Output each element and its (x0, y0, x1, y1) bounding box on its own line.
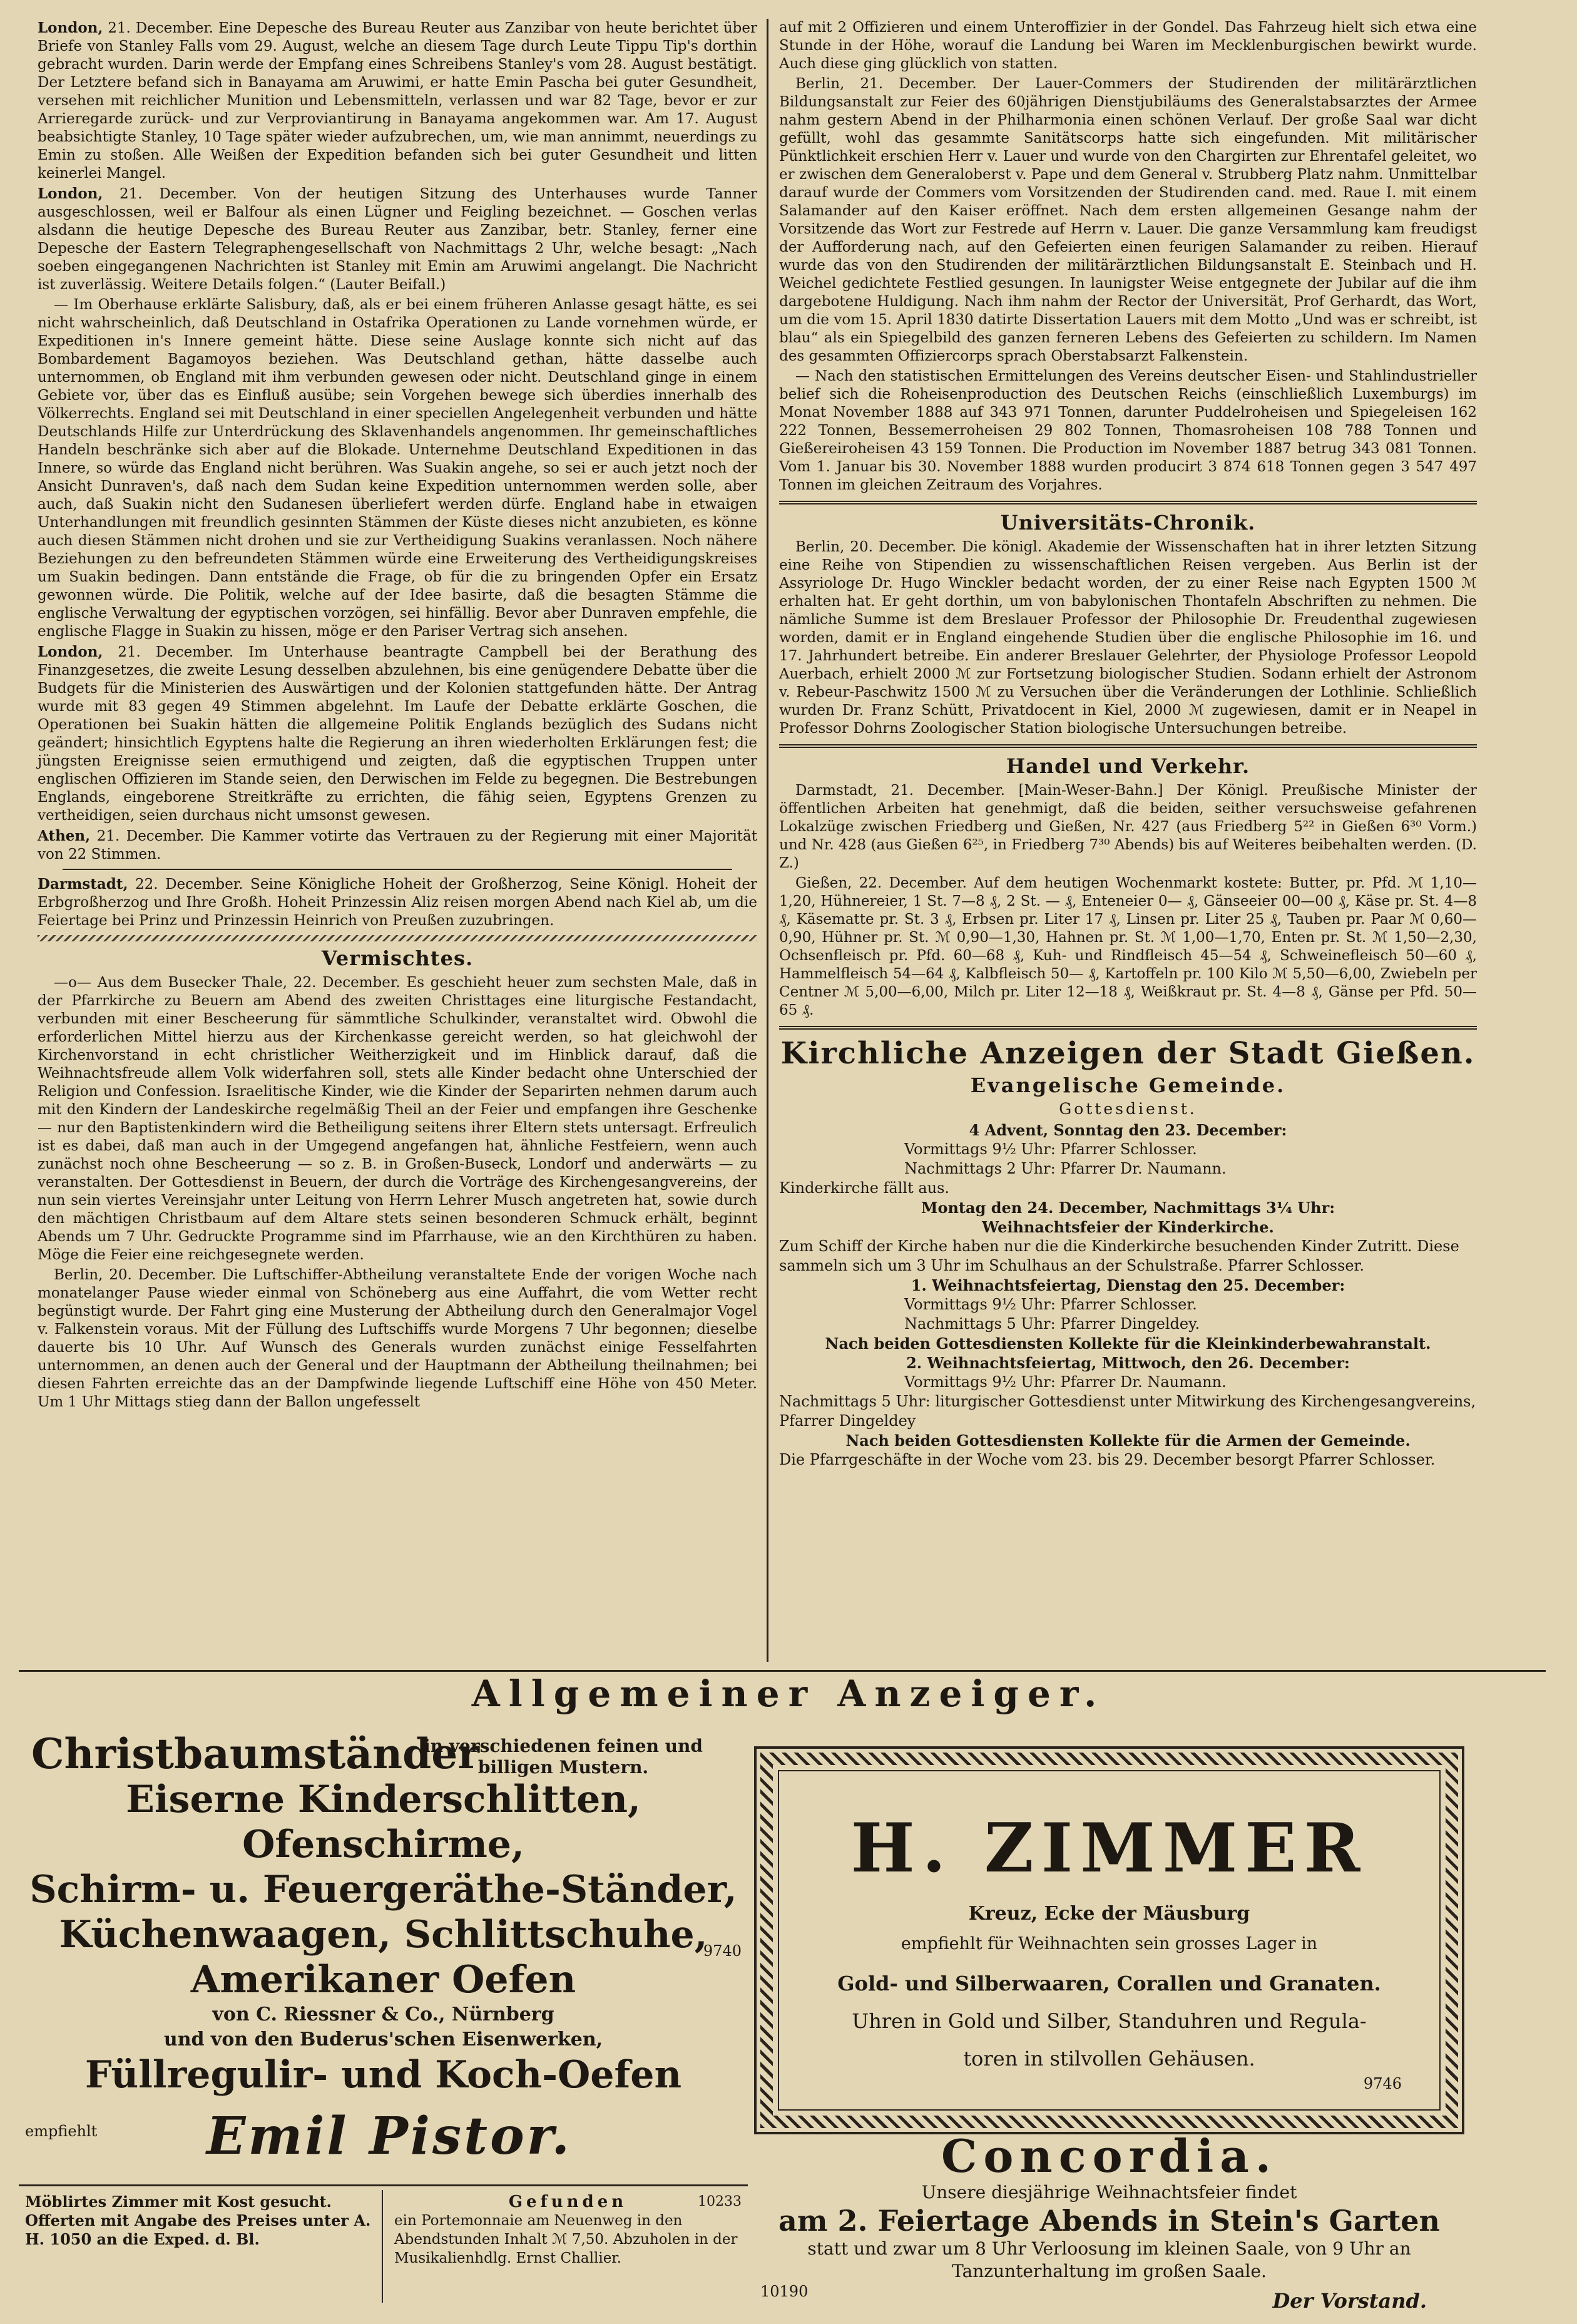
separator (779, 744, 1477, 748)
church-subtitle: Evangelische Gemeinde. (970, 1073, 1286, 1097)
church-line: 1. Weihnachtsfeiertag, Dienstag den 25. December: (911, 1276, 1345, 1294)
ad-line: Füllregulir- und Koch-Oefen (84, 2053, 682, 2097)
church-line: Zum Schiff der Kirche haben nur die die Kinderkirche besuchenden Kinder Zutritt. Diese sammeln sich um 3 Uhr im Schulhaus an der Schulstraße. Pfarrer Schlosser. (779, 1237, 1459, 1274)
ad-line: Amerikaner Oefen (190, 1958, 576, 2002)
separator (779, 501, 1477, 504)
ad-zimmer-gesucht: Möblirtes Zimmer mit Kost gesucht. Offerten mit Angabe des Preises unter A. H. 1050 an die Exped. d. Bl. (25, 2193, 371, 2248)
ad-advertiser-name: H. ZIMMER (850, 1809, 1368, 1888)
section-title-vermischtes: Vermischtes. (321, 946, 474, 970)
ad-advertiser-name: Emil Pistor. (207, 2106, 572, 2166)
church-line: Nachmittags 2 Uhr: Pfarrer Dr. Naumann. (904, 1160, 1227, 1177)
ad-empfiehlt: empfiehlt (25, 2122, 98, 2140)
right-column (779, 19, 1477, 1470)
news-item: Berlin, 20. December. Die Luftschiffer-Abtheilung veranstaltete Ende der vorigen Woche nach monatelanger Pause wieder einmal von Schöneberg aus eine Auffahrt, die vom Wetter recht begünstigt wurde. Der Fahrt ging eine Musterung der Abtheilung durch den Generalmajor Vogel v. Falkenstein voraus. Mit der Füllung des Luftschiffs wurde Morgens 7 Uhr begonnen; dieselbe dauerte bis 10 Uhr. Auf Wunsch des Generals wurden zunächst einige Fesselfahrten unternommen, an denen auch der General und der Hauptmann der Abtheilung theilnahmen; bei diesen Fahrten erreichte das an der Dampfwinde liegende Luftschiff eine Höhe von 450 Meter. Um 1 Uhr Mittags stieg dann der Ballon ungefesselt (38, 1267, 757, 1410)
anzeiger-title: Allgemeiner Anzeiger. (471, 1672, 1106, 1715)
ad-line: Christbaumständer (31, 1729, 480, 1778)
church-notices (779, 1036, 1477, 1470)
news-item: Darmstadt, 21. December. [Main-Weser-Bahn.] Der Königl. Preußische Minister der öffentlichen Arbeiten hat genehmigt, daß die beiden, seither versuchsweise gefahrenen Lokalzüge zwischen Friedberg und Gießen, Nr. 427 (aus Friedberg 5²² in Gießen 6³⁰ Vorm.) und Nr. 428 (aus Gießen 6²⁵, in Friedberg 7³⁰ Abends) bis auf Weiteres beibehalten werden. (D. Z.) (779, 782, 1477, 871)
ad-line: Unsere diesjährige Weihnachtsfeier findet (921, 2182, 1297, 2203)
church-title: Kirchliche Anzeigen der Stadt Gießen. (780, 1036, 1476, 1071)
separator (63, 869, 732, 870)
ad-number: 10233 (698, 2194, 742, 2209)
church-line: Nachmittags 5 Uhr: liturgischer Gottesdienst unter Mitwirkung des Kirchengesangvereins, Pfarrer Dingeldey (779, 1393, 1476, 1430)
ad-title: Concordia. (941, 2129, 1277, 2183)
church-line: Nachmittags 5 Uhr: Pfarrer Dingeldey. (904, 1315, 1200, 1333)
church-line: Die Pfarrgeschäfte in der Woche vom 23. bis 29. December besorgt Pfarrer Schlosser. (779, 1451, 1436, 1468)
column-divider (767, 19, 768, 1662)
ad-line: Küchenwaagen, Schlittschuhe, (59, 1913, 708, 1957)
separator (779, 1026, 1477, 1030)
ad-emil-pistor (19, 1731, 748, 2181)
ad-line: Gold- und Silberwaaren, Corallen und Granaten. (837, 1972, 1381, 1995)
church-line: Nach beiden Gottesdiensten Kollekte für die Kleinkinderbewahranstalt. (825, 1334, 1431, 1353)
ad-line: Eiserne Kinderschlitten, Ofenschirme, (126, 1778, 641, 1866)
news-item: Berlin, 21. December. Der Lauer-Commers der Studirenden der militärärztlichen Bildungsanstalt zur Feier des 60jährigen Dienstjubiläums des Generalstabsarztes der Armee nahm gestern Abend in der Philharmonia einen schönen Verlauf. Der große Saal war dicht gefüllt, wohl das gesammte Sanitätscorps hatte sich eingefunden. Mit militärischer Pünktlichkeit erschien Herr v. Lauer und wurde von den Chargirten zur Ehrentafel geleitet, wo er zwischen dem Generaloberst v. Pape und dem General v. Strubberg Platz nahm. Unmittelbar darauf wurde der Commers vom Vorsitzenden der Studirenden cand. med. Raue I. mit einem Salamander auf den Kaiser eröffnet. Nach dem ersten allgemeinen Gesange nahm der Vorsitzende das Wort zur Festrede auf Herrn v. Lauer. Die ganze Versammlung kam freudigst der Aufforderung nach, auf den Gefeierten einen feurigen Salamander zu reiben. Hierauf wurde das von den Studirenden der militärärztlichen Bildungsanstalt E. Steinbach und H. Weichel gedichtete Festlied gesungen. In launigster Weise entgegnete der Jubilar auf die ihm dargebotene Huldigung. Nach ihm nahm der Rector der Universität, Prof Gerhardt, das Wort, um die vom 15. April 1830 datirte Dissertation Lauers mit dem Motto „Und was er schreibt, ist blau“ als ein Spiegelbild des ganzen ferneren Lebens des Gefeierten zu schildern. Im Namen des gesammten Offiziercorps sprach Oberstabsarzt Falkenstein. (779, 76, 1477, 364)
ad-line: am 2. Feiertage Abends in Stein's Garten (778, 2204, 1440, 2238)
church-line: Vormittags 9½ Uhr: Pfarrer Schlosser. (904, 1296, 1197, 1313)
news-item: — Nach den statistischen Ermittelungen des Vereins deutscher Eisen- und Stahlindustrieller belief sich die Roheisenproduction des Deutschen Reichs (einschließlich Luxemburgs) im Monat November 1888 auf 343 971 Tonnen, darunter Puddelroheisen und Spiegeleisen 162 222 Tonnen, Bessemerroheisen 29 802 Tonnen, Thomasroheisen 108 788 Tonnen und Gießereiroheisen 43 159 Tonnen. Die Production im November 1887 betrug 343 081 Tonnen. Vom 1. Januar bis 30. November 1888 wurden producirt 3 874 618 Tonnen gegen 3 547 497 Tonnen im gleichen Zeitraum des Vorjahres. (779, 368, 1477, 493)
church-line: Vormittags 9½ Uhr: Pfarrer Dr. Naumann. (904, 1373, 1227, 1391)
ad-concordia (754, 2131, 1464, 2319)
small-ads (19, 2184, 748, 2311)
ad-signature: Der Vorstand. (1272, 2289, 1427, 2313)
section-title-universitaet: Universitäts-Chronik. (1000, 511, 1256, 535)
ad-line: toren in stilvollen Gehäusen. (963, 2047, 1255, 2071)
ad-line: Schirm- u. Feuergeräthe-Ständer, (29, 1868, 737, 1912)
ad-line: und von den Buderus'schen Eisenwerken, (163, 2029, 603, 2050)
ornament-rule (38, 935, 757, 941)
church-line: 4 Advent, Sonntag den 23. December: (969, 1121, 1287, 1139)
ad-line: empfiehlt für Weihnachten sein grosses Lager in (901, 1934, 1318, 1953)
column-divider (382, 2190, 383, 2303)
church-line: Nach beiden Gottesdiensten Kollekte für die Armen der Gemeinde. (845, 1431, 1411, 1450)
news-item: London, 21. December. Von der heutigen Sitzung des Unterhauses wurde Tanner ausgeschlossen, weil er Balfour als einen Lügner und Feigling bezeichnet. — Goschen verlas alsdann die heutige Depesche des Bureau Reuter aus Zanzibar, betr. Stanley, ferner eine Depesche der Eastern Telegraphengesellschaft von Nachmittags 2 Uhr, welche besagt: „Nach soeben eingegangenen Nachrichten ist Stanley mit Emin am Aruwimi angelangt. Die Nachricht ist zuverlässig. Weitere Details folgen.“ (Lauter Beifall.) (38, 185, 757, 293)
anzeiger-rule (19, 1670, 1546, 1672)
church-line: Weihnachtsfeier der Kinderkirche. (982, 1218, 1274, 1236)
ad-address: Kreuz, Ecke der Mäusburg (968, 1903, 1250, 1925)
ad-number: 9746 (1363, 2075, 1402, 2092)
ad-h-zimmer (754, 1746, 1464, 2134)
ad-title: Gefunden (508, 2193, 628, 2211)
news-item: Athen, 21. December. Die Kammer votirte das Vertrauen zu der Regierung mit einer Majorität von 22 Stimmen. (38, 827, 757, 863)
church-line: Vormittags 9½ Uhr: Pfarrer Schlosser. (904, 1140, 1197, 1158)
church-line: Kinderkirche fällt aus. (779, 1179, 950, 1197)
news-item: Berlin, 20. December. Die königl. Akademie der Wissenschaften hat in ihrer letzten Sitzung eine Reihe von Stipendien zu wissenschaftlichen Reisen vergeben. Aus Berlin ist der Assyriologe Dr. Hugo Winckler bedacht worden, der zu einer Reise nach Egypten 1500 ℳ erhalten hat. Er geht dorthin, um von babylonischen Thontafeln Abschriften zu nehmen. Die nämliche Summe ist dem Breslauer Professor der Philosophie Dr. Freudenthal zugewiesen worden, damit er in England eingehende Studien über die englische Philosophie im 16. und 17. Jahrhundert betreibe. Ein anderer Breslauer Gelehrter, der Physiologe Professor Leopold Auerbach, erhielt 2000 ℳ zur Fortsetzung biologischer Studien. Sodann erhielt der Astronom v. Rebeur-Paschwitz 1500 ℳ zu Versuchen über die Veränderungen der Lothlinie. Schließlich wurden Dr. Franz Schütt, Privatdocent in Kiel, 2000 ℳ zugewiesen, damit er in Neapel in Professor Dohrns Zoologischer Station biologische Untersuchungen betreibe. (779, 539, 1477, 737)
ad-inner-frame (778, 1770, 1441, 2111)
ad-line: von C. Riessner & Co., Nürnberg (212, 2004, 554, 2025)
ad-gefunden (394, 2193, 742, 2268)
news-item: London, 21. December. Im Unterhause beantragte Campbell bei der Berathung des Finanzgesetzes, die zweite Lesung desselben abzulehnen, bis eine genügendere Debatte über die Budgets für die Ministerien des Auswärtigen und der Kolonien stattgefunden hätte. Der Antrag wurde mit 83 gegen 49 Stimmen abgelehnt. Im Laufe der Debatte erklärte Goschen, die Operationen bei Suakin hätten die allgemeine Politik Englands bezüglich des Sudans nicht geändert; hinsichtlich Egyptens halte die Regierung an ihren wiederholten Erklärungen fest; die jüngsten Ereignisse seien ermuthigend und zeigten, daß die egyptischen Truppen unter englischen Offizieren im Stande seien, den Derwischen im Felde zu begegnen. Die Bestrebungen Englands, eingeborene Streitkräfte zu errichten, die fähig seien, Egyptens Grenzen zu vertheidigen, seien durchaus nicht umsonst gewesen. (38, 643, 757, 824)
ad-line: statt und zwar um 8 Uhr Verloosung im kleinen Saale, von 9 Uhr an Tanzunterhaltung im großen Saale. (807, 2238, 1411, 2281)
ad-line-sub: in verschiedenen feinen und billigen Mustern. (424, 1736, 703, 1778)
ad-line: Uhren in Gold und Silber, Standuhren und Regula- (852, 2009, 1367, 2033)
news-item: auf mit 2 Offizieren und einem Unteroffizier in der Gondel. Das Fahrzeug hielt sich etwa eine Stunde in der Höhe, worauf die Landung bei Waren im Mecklenburgischen bewirkt wurde. Auch diese ging glücklich von statten. (779, 19, 1477, 72)
ad-number: 10190 (760, 2283, 809, 2300)
ad-text: ein Portemonnaie am Neuenweg in den Abendstunden Inhalt ℳ 7,50. Abzuholen in der Musikalienhdlg. Ernst Challier. (394, 2213, 738, 2266)
left-column (38, 19, 757, 1413)
church-subtitle-service: Gottesdienst. (1059, 1100, 1197, 1118)
news-item: London, 21. December. Eine Depesche des Bureau Reuter aus Zanzibar von heute berichtet über Briefe von Stanley Falls vom 29. August, welche an diesem Tage durch Leute Tippu Tip's dorthin gebracht wurden. Darin werde der Empfang eines Schreibens Stanley's vom 28. August bestätigt. Der Letztere befand sich in Banayama am Aruwimi, er hatte Emin Pascha bei guter Gesundheit, versehen mit reichlicher Munition und Lebensmitteln, verlassen und war 82 Tage, bevor er zur Arrieregarde zurück- und zur Verproviantirung in Banayama angekommen war. Am 17. August beabsichtigte Stanley, 10 Tage später wieder aufzubrechen, um, wie man annimmt, neuerdings zu Emin zu stoßen. Alle Weißen der Expedition befanden sich bei guter Gesundheit und litten keinerlei Mangel. (38, 19, 757, 182)
news-item-darmstadt: Darmstadt, 22. December. Seine Königliche Hoheit der Großherzog, Seine Königl. Hoheit der Erbgroßherzog und Ihre Großh. Hoheit Prinzessin Aliz reisen morgen Abend nach Kiel ab, um die Feiertage bei Prinz und Prinzessin Heinrich von Preußen zuzubringen. (38, 876, 758, 929)
ad-number: 9740 (703, 1942, 742, 1960)
news-item: —o— Aus dem Busecker Thale, 22. December. Es geschieht heuer zum sechsten Male, daß in der Pfarrkirche zu Beuern am Abend des zweiten Christtages eine liturgische Festandacht, verbunden mit einer Bescheerung für sämmtliche Schulkinder, veranstaltet wird. Obwohl die erforderlichen Mittel hierzu aus der Kirchenkasse gereicht werden, so hat gleichwohl der Kirchenvorstand in echt christlicher Weitherzigkeit und im Hinblick darauf, daß die Weihnachtsfreude allem Volk widerfahren soll, stets alle Kinder bedacht ohne Unterschied der Religion und Confession. Israelitische Kinder, wie die Kinder der Separirten nehmen darum auch mit den Kindern der Landeskirche regelmäßig Theil an der Feier und empfangen ihre Geschenke — nur den Baptistenkindern wird die Betheiligung seitens ihrer Eltern stets untersagt. Erfreulich ist es dabei, daß man auch in der Umgegend angefangen hat, ähnliche Festfeiern, wenn auch zunächst noch ohne Bescheerung — so z. B. in Großen-Buseck, Londorf und anderwärts — zu veranstalten. Der Gottesdienst in Beuern, der durch die Vorträge des Kirchengesangvereins, der nun sein viertes Vereinsjahr unter Leitung von Herrn Lehrer Musch angetreten hat, sowie durch den mächtigen Christbaum auf dem Altare stets seinen besonderen Schmuck erhält, beginnt Abends um 7 Uhr. Gedruckte Programme sind im Pfarrhause, wie an den Kirchthüren zu haben. Möge die Feier eine reichgesegnete werden. (38, 975, 757, 1263)
church-line: Montag den 24. December, Nachmittags 3¼ Uhr: (921, 1199, 1335, 1217)
section-title-handel: Handel und Verkehr. (1006, 754, 1250, 778)
news-item: — Im Oberhause erklärte Salisbury, daß, als er bei einem früheren Anlasse gesagt hätte, es sei nicht wahrscheinlich, daß Deutschland in Ostafrika Operationen zu Lande vornehmen würde, er Expeditionen in's Innere gemeint hätte. Diese seine Auslage konnte sich nicht auf das Bombardement Bagamoyos beziehen. Was Deutschland gethan, hätte dasselbe auch unternommen, ob England mit ihm verbunden gewesen oder nicht. Deutschland ginge in einem Gebiete vor, über das es Einfluß ausübe; sein Vorgehen bewege sich überdies innerhalb des Völkerrechts. England sei mit Deutschland in einer speciellen Angelegenheit verbunden und hätte Deutschlands Hilfe zur Unterdrückung des Sklavenhandels angenommen. Ihr gemeinschaftliches Handeln beschränke sich aber auf die Blokade. Unternehme Deutschland Expeditionen in das Innere, so würde das England nicht berühren. Was Suakin angehe, so sei er auch jetzt noch der Ansicht Dunraven's, daß nach dem Sudan keine Expedition unternommen werden solle, aber auch, daß Suakin nicht den Sudanesen überliefert werden dürfe. England habe in etwaigen Unterhandlungen mit freundlich gesinnten Stämmen der Küste dieses nicht anzubieten, es könne auch diesen Stämmen nicht drohen und sie zur Vertheidigung Suakins veranlassen. Noch nähere Beziehungen zu den befreundeten Stämmen würde eine Erweiterung des Vertheidigungskreises um Suakin bedingen. Dann entstände die Frage, ob für die zu bringenden Opfer ein Ersatz gewonnen würde. Die Politik, welche auf der Idee basirte, daß die besagten Stämme die englische Verwaltung der egyptischen vorzögen, sei hinfällig. Bevor aber Dunraven empfehle, die englische Flagge in Suakin zu hissen, möge er den Pariser Vertrag sich ansehen. (38, 297, 757, 640)
news-item: Gießen, 22. December. Auf dem heutigen Wochenmarkt kostete: Butter, pr. Pfd. ℳ 1,10—1,20, Hühnereier, 1 St. 7—8 ₰, 2 St. — ₰, Enteneier 0— ₰, Gänseeier 00—00 ₰, Käse pr. St. 4—8 ₰, Käsematte pr. St. 3 ₰, Erbsen pr. Liter 17 ₰, Linsen pr. Liter 25 ₰, Tauben pr. Paar ℳ 0,60—0,90, Hühner pr. St. ℳ 0,90—1,30, Hahnen pr. St. ℳ 1,00—1,70, Enten pr. St. ℳ 1,50—2,30, Ochsenfleisch pr. Pfd. 60—68 ₰, Kuh- und Rindfleisch 45—54 ₰, Schweinefleisch 50—60 ₰, Hammelfleisch 54—64 ₰, Kalbfleisch 50— ₰, Kartoffeln pr. 100 Kilo ℳ 5,50—6,00, Zwiebeln per Centner ℳ 5,00—6,00, Milch pr. Liter 12—18 ₰, Weißkraut pr. St. 4—8 ₰, Gänse per Pfd. 50—65 ₰. (779, 875, 1477, 1018)
church-line: 2. Weihnachtsfeiertag, Mittwoch, den 26. December: (906, 1354, 1350, 1372)
